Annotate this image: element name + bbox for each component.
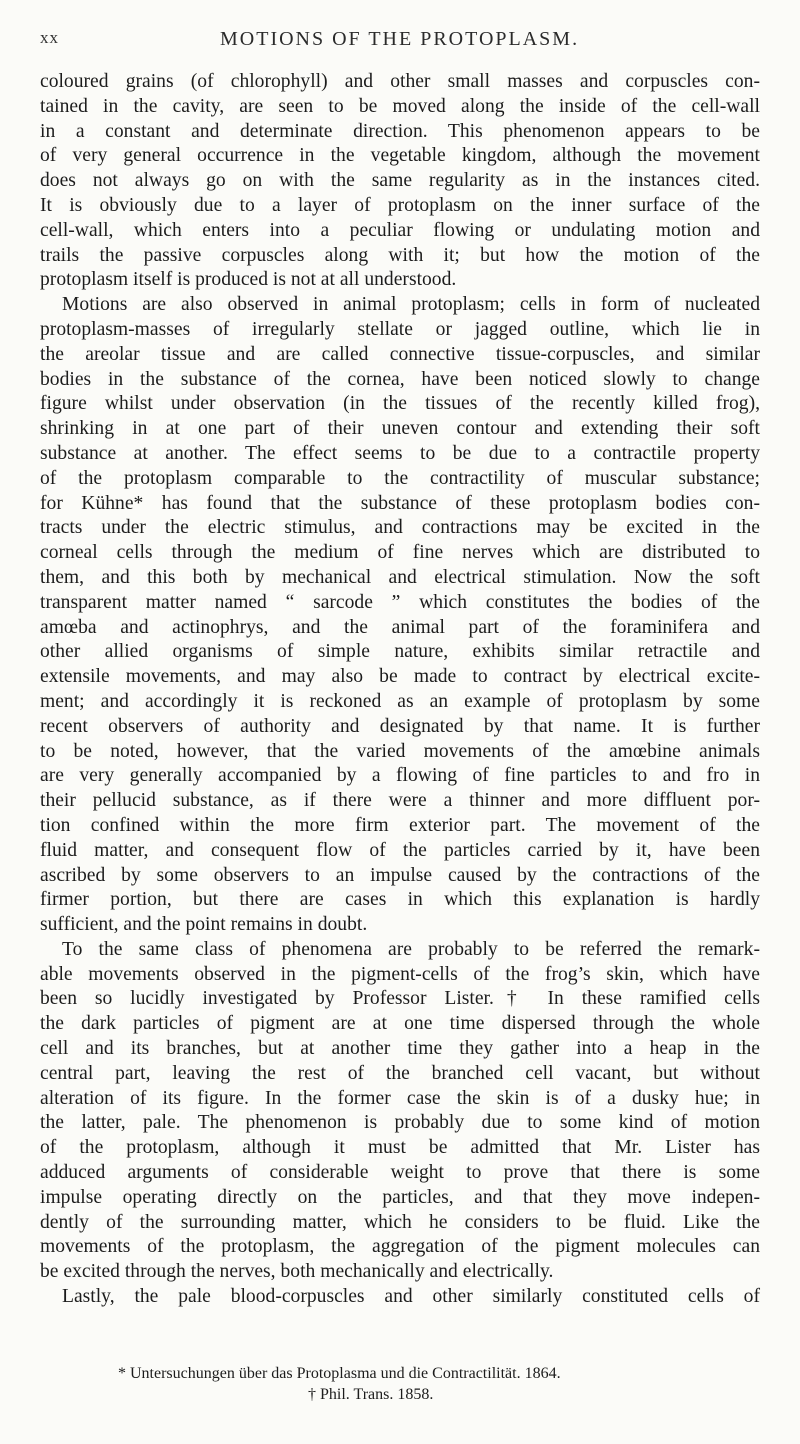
text-line: movements of the protoplasm, the aggregation of the pigment molecules can — [40, 1236, 760, 1258]
text-line: bodies in the substance of the cornea, have been noticed slowly to change — [40, 368, 760, 390]
paragraph-start-line: Lastly, the pale blood-corpuscles and other similarly constituted cells of — [62, 1286, 760, 1308]
text-line: protoplasm-masses of irregularly stellate or jagged outline, which lie in — [40, 318, 760, 340]
text-line: the latter, pale. The phenomenon is probably due to some kind of motion — [40, 1112, 760, 1134]
footnote-kuhne: * Untersuchungen über das Protoplasma und die Contractilität. 1864. — [118, 1365, 561, 1382]
text-line: cell-wall, which enters into a peculiar flowing or undulating motion and — [40, 219, 760, 241]
text-line: tained in the cavity, are seen to be moved along the inside of the cell-wall — [40, 95, 760, 117]
text-line: alteration of its figure. In the former case the skin is of a dusky hue; in — [40, 1087, 760, 1109]
text-line: transparent matter named “ sarcode ” which constitutes the bodies of the — [40, 591, 760, 613]
text-line: of very general occurrence in the vegetable kingdom, although the movement — [40, 145, 760, 167]
text-line: tion confined within the more firm exterior part. The movement of the — [40, 814, 760, 836]
text-line: ascribed by some observers to an impulse caused by the contractions of the — [40, 864, 760, 886]
text-line: of the protoplasm, although it must be admitted that Mr. Lister has — [40, 1137, 760, 1159]
text-line: protoplasm itself is produced is not at all understood. — [40, 269, 457, 291]
page-number: xx — [40, 28, 59, 47]
text-line: to be noted, however, that the varied movements of the amœbine animals — [40, 740, 760, 762]
text-line: shrinking in at one part of their uneven contour and extending their soft — [40, 418, 760, 440]
text-line: It is obviously due to a layer of protoplasm on the inner surface of the — [40, 194, 760, 216]
text-line: for Kühne* has found that the substance of these protoplasm bodies con- — [40, 492, 760, 514]
running-head — [40, 28, 760, 54]
text-line: fluid matter, and consequent flow of the particles carried by it, have been — [40, 839, 760, 861]
text-line: tracts under the electric stimulus, and contractions may be excited in the — [40, 517, 760, 539]
running-title: MOTIONS OF THE PROTOPLASM. — [220, 28, 580, 50]
text-line: in a constant and determinate direction. This phenomenon appears to be — [40, 120, 760, 142]
text-line: cell and its branches, but at another time they gather into a heap in the — [40, 1038, 760, 1060]
text-line: are very generally accompanied by a flowing of fine particles to and fro in — [40, 765, 760, 787]
text-line: the dark particles of pigment are at one time dispersed through the whole — [40, 1013, 760, 1035]
text-line: ment; and accordingly it is reckoned as an example of protoplasm by some — [40, 690, 760, 712]
text-line: firmer portion, but there are cases in which this explanation is hardly — [40, 889, 760, 911]
text-line: recent observers of authority and designated by that name. It is further — [40, 715, 760, 737]
text-line: substance at another. The effect seems to be due to a contractile property — [40, 442, 760, 464]
text-line: dently of the surrounding matter, which he considers to be fluid. Like the — [40, 1211, 760, 1233]
text-line: impulse operating directly on the particles, and that they move indepen- — [40, 1186, 760, 1208]
text-line: the areolar tissue and are called connective tissue-corpuscles, and similar — [40, 343, 760, 365]
text-line: sufficient, and the point remains in doubt. — [40, 914, 368, 936]
footnotes — [40, 1363, 760, 1405]
body-text — [40, 70, 760, 1310]
text-line: figure whilst under observation (in the tissues of the recently killed frog), — [40, 393, 760, 415]
text-line: corneal cells through the medium of fine nerves which are distributed to — [40, 542, 760, 564]
text-line: extensile movements, and may also be made to contract by electrical excite- — [40, 666, 760, 688]
text-line: able movements observed in the pigment-cells of the frog’s skin, which have — [40, 963, 760, 985]
text-line: coloured grains (of chlorophyll) and other small masses and corpuscles con- — [40, 71, 760, 92]
paragraph-start-line: To the same class of phenomena are probably to be referred the remark- — [62, 938, 760, 960]
text-line: does not always go on with the same regularity as in the instances cited. — [40, 170, 760, 192]
text-line: central part, leaving the rest of the branched cell vacant, but without — [40, 1062, 760, 1084]
text-line: them, and this both by mechanical and electrical stimulation. Now the soft — [40, 566, 760, 588]
text-line: their pellucid substance, as if there were a thinner and more diffluent por- — [40, 790, 760, 812]
footnote-lister: † Phil. Trans. 1858. — [308, 1386, 434, 1403]
text-line: adduced arguments of considerable weight to prove that there is some — [40, 1162, 760, 1184]
text-line: trails the passive corpuscles along with it; but how the motion of the — [40, 244, 760, 266]
text-line: amœba and actinophrys, and the animal part of the foraminifera and — [40, 616, 760, 638]
text-line: of the protoplasm comparable to the contractility of muscular substance; — [40, 467, 760, 489]
text-line: been so lucidly investigated by Professor Lister.† In these ramified cells — [40, 988, 760, 1010]
paragraph-start-line: Motions are also observed in animal protoplasm; cells in form of nucleated — [62, 294, 760, 316]
text-line: be excited through the nerves, both mechanically and electrically. — [40, 1261, 554, 1283]
text-line: other allied organisms of simple nature, exhibits similar retractile and — [40, 641, 760, 663]
